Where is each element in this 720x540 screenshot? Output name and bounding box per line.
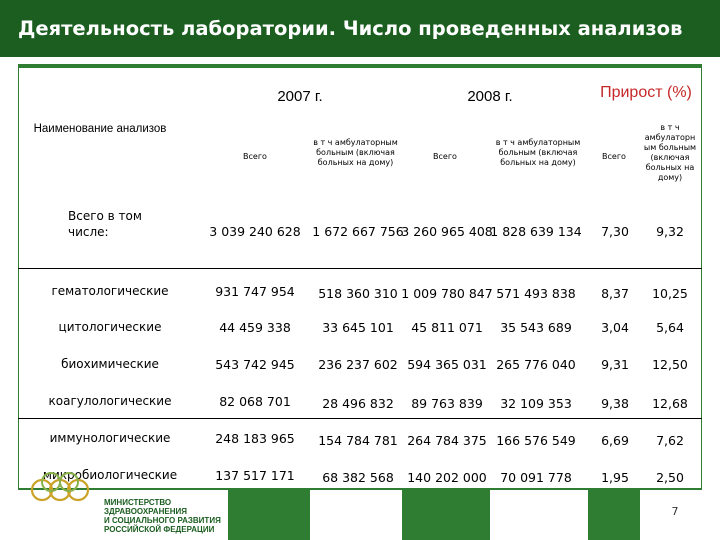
total-2007: 137 517 171 xyxy=(215,467,295,483)
total-2008: 594 365 031 xyxy=(407,356,487,372)
sub-header-outpatient-2008: в т ч амбулаторным больным (включая больных на дому) xyxy=(495,138,581,167)
row-label: иммунологические xyxy=(49,431,171,445)
growth-total: 3,04 xyxy=(601,319,629,335)
total-2007: 44 459 338 xyxy=(219,319,291,335)
table-left-border xyxy=(18,68,19,490)
row-divider xyxy=(18,418,702,419)
row-label: коагулологические xyxy=(48,394,172,408)
sub-header-growth-outpatient: в т ч амбулаторн ым больным (включая больных на дому) xyxy=(643,123,697,182)
growth-outpatient: 10,25 xyxy=(652,285,688,301)
row-label: биохимические xyxy=(61,357,159,371)
ministry-line: ЗДРАВООХРАНЕНИЯ xyxy=(104,507,187,516)
slide-title: Деятельность лаборатории. Число проведенных анализов xyxy=(18,17,683,40)
outpatient-2007: 154 784 781 xyxy=(318,432,398,448)
name-column-header: Наименование анализов xyxy=(33,123,167,135)
year-2007-header: 2007 г. xyxy=(277,87,323,105)
total-2008: 89 763 839 xyxy=(411,395,483,411)
outpatient-2007: 28 496 832 xyxy=(322,395,394,411)
ministry-logo-icon xyxy=(28,468,98,508)
total-2008: 264 784 375 xyxy=(407,432,487,448)
year-2008-header: 2008 г. xyxy=(467,87,513,105)
outpatient-2007: 1 672 667 756 xyxy=(312,223,404,239)
growth-total: 8,37 xyxy=(601,285,629,301)
total-2007: 82 068 701 xyxy=(219,393,291,409)
table-top-band xyxy=(18,64,702,68)
decor-bar xyxy=(228,490,310,540)
total-2007: 248 183 965 xyxy=(215,430,295,446)
growth-outpatient: 12,50 xyxy=(652,356,688,372)
growth-total: 7,30 xyxy=(601,223,629,239)
outpatient-2008: 265 776 040 xyxy=(496,356,576,372)
outpatient-2007: 236 237 602 xyxy=(318,356,398,372)
row-label: гематологические xyxy=(51,284,169,298)
row-label: микробиологические xyxy=(42,468,178,482)
row-divider xyxy=(18,268,702,269)
outpatient-2008: 32 109 353 xyxy=(500,395,572,411)
outpatient-2008: 571 493 838 xyxy=(496,285,576,301)
growth-outpatient: 9,32 xyxy=(656,223,684,239)
total-2008: 140 202 000 xyxy=(407,469,487,485)
total-2007: 3 039 240 628 xyxy=(209,223,301,239)
growth-outpatient: 5,64 xyxy=(656,319,684,335)
growth-total: 9,31 xyxy=(601,356,629,372)
growth-total: 9,38 xyxy=(601,395,629,411)
outpatient-2007: 68 382 568 xyxy=(322,469,394,485)
total-2007: 931 747 954 xyxy=(215,283,295,299)
outpatient-2007: 518 360 310 xyxy=(318,285,398,301)
growth-outpatient: 7,62 xyxy=(656,432,684,448)
ministry-logo-text xyxy=(104,498,221,534)
growth-outpatient: 2,50 xyxy=(656,469,684,485)
growth-header: Прирост (%) xyxy=(600,84,692,101)
outpatient-2008: 70 091 778 xyxy=(500,469,572,485)
sub-header-total-2007: Всего xyxy=(243,152,267,161)
ministry-line: РОССИЙСКОЙ ФЕДЕРАЦИИ xyxy=(104,525,215,534)
total-2008: 3 260 965 408 xyxy=(401,223,493,239)
total-2007: 543 742 945 xyxy=(215,356,295,372)
page-number: 7 xyxy=(671,505,679,518)
sub-header-growth-total: Всего xyxy=(602,152,626,161)
sub-header-total-2008: Всего xyxy=(433,152,457,161)
ministry-line: И СОЦИАЛЬНОГО РАЗВИТИЯ xyxy=(104,516,221,525)
growth-total: 1,95 xyxy=(601,469,629,485)
growth-total: 6,69 xyxy=(601,432,629,448)
sub-header-outpatient-2007: в т ч амбулаторным больным (включая больных на дому) xyxy=(313,138,398,167)
outpatient-2008: 1 828 639 134 xyxy=(490,223,582,239)
total-2008: 1 009 780 847 xyxy=(401,285,493,301)
outpatient-2008: 166 576 549 xyxy=(496,432,576,448)
table-right-border xyxy=(701,68,702,490)
decor-bar xyxy=(588,490,640,540)
row-label: цитологические xyxy=(58,320,162,334)
decor-bar xyxy=(402,490,490,540)
total-2008: 45 811 071 xyxy=(411,319,483,335)
ministry-line: МИНИСТЕРСТВО xyxy=(104,498,172,507)
growth-outpatient: 12,68 xyxy=(652,395,688,411)
slide-header xyxy=(0,0,720,57)
row-label-total: Всего в том числе: xyxy=(68,209,142,239)
outpatient-2008: 35 543 689 xyxy=(500,319,572,335)
outpatient-2007: 33 645 101 xyxy=(322,319,394,335)
